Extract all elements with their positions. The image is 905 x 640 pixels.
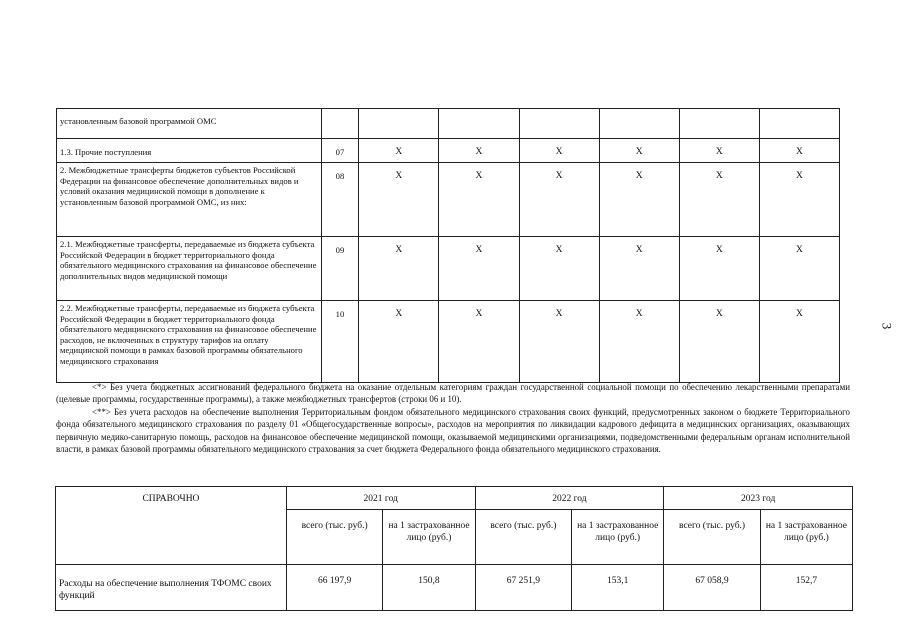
- footnotes: [56, 381, 850, 455]
- table-cell: X: [599, 139, 679, 163]
- row-label: Расходы на обеспечение выполнения ТФОМС своих функций: [56, 565, 287, 611]
- table-cell: X: [359, 301, 439, 383]
- row-code: 10: [321, 301, 359, 383]
- subheader-per-person: на 1 застрахованное лицо (руб.): [383, 510, 475, 565]
- table-cell: [759, 109, 839, 139]
- row-description: установленным базовой программой ОМС: [57, 109, 322, 139]
- row-code: [321, 109, 359, 139]
- main-table: [56, 108, 840, 383]
- table-cell: X: [759, 139, 839, 163]
- table-cell: [599, 109, 679, 139]
- table-cell: X: [359, 163, 439, 237]
- row-code: 07: [321, 139, 359, 163]
- table-cell: X: [519, 139, 599, 163]
- table-cell: X: [679, 301, 759, 383]
- year-header: 2021 год: [286, 487, 475, 510]
- footnote-2: <**> Без учета расходов на обеспечение выполнения Территориальным фондом обязательного медицинского страхования своих функций, предусмотренных законом о бюджете Территориального фонда обязательного медицинского страхования по разделу 01 «Общегосударственные вопросы», расходов на мероприятия по ликвидации кадрового дефицита в медицинских организациях, оказывающих первичную медико-санитарную помощь, расходов на финансовое обеспечение медицинской помощи, оказываемой медицинскими организациями, подведомственными федеральным органам исполнительной власти, в рамках базовой программы обязательного медицинского страхования за счет бюджета Федерального фонда обязательного медицинского страхования.: [56, 406, 850, 455]
- subheader-per-person: на 1 застрахованное лицо (руб.): [572, 510, 664, 565]
- table-cell: X: [679, 139, 759, 163]
- value-cell: 67 251,9: [475, 565, 572, 611]
- table-cell: X: [519, 301, 599, 383]
- table-cell: X: [759, 163, 839, 237]
- subheader-per-person: на 1 застрахованное лицо (руб.): [760, 510, 852, 565]
- table-row: [57, 109, 840, 139]
- table-cell: X: [439, 139, 519, 163]
- table-cell: X: [439, 301, 519, 383]
- year-header: 2022 год: [475, 487, 664, 510]
- table-cell: X: [599, 163, 679, 237]
- value-cell: 153,1: [572, 565, 664, 611]
- table-row: [57, 237, 840, 301]
- table-cell: X: [359, 237, 439, 301]
- table-row: [57, 301, 840, 383]
- row-description: 2.1. Межбюджетные трансферты, передаваемые из бюджета субъекта Российской Федерации в бюджет территориального фонда обязательного медицинского страхования на финансовое обеспечение дополнительных видов медицинской помощи: [57, 237, 322, 301]
- footnote-1: <*> Без учета бюджетных ассигнований федерального бюджета на оказание отдельным категориям граждан государственной социальной помощи по обеспечению лекарственными препаратами (целевые программы, государственные программы), а также межбюджетных трансфертов (строки 06 и 10).: [56, 382, 850, 405]
- table-cell: X: [679, 163, 759, 237]
- reference-header: СПРАВОЧНО: [56, 487, 287, 565]
- value-cell: 67 058,9: [664, 565, 761, 611]
- table-cell: [519, 109, 599, 139]
- value-cell: 66 197,9: [286, 565, 383, 611]
- page-number: 3: [879, 322, 895, 330]
- subheader-total: всего (тыс. руб.): [475, 510, 572, 565]
- row-code: 09: [321, 237, 359, 301]
- table-cell: [439, 109, 519, 139]
- table-cell: X: [599, 237, 679, 301]
- row-description: 2.2. Межбюджетные трансферты, передаваемые из бюджета субъекта Российской Федерации в бюджет территориального фонда обязательного медицинского страхования на финансовое обеспечение расходов, не включенных в структуру тарифов на оплату медицинской помощи в рамках базовой программы обязательного медицинского страхования: [57, 301, 322, 383]
- value-cell: 150,8: [383, 565, 475, 611]
- table-cell: X: [759, 237, 839, 301]
- year-header: 2023 год: [664, 487, 853, 510]
- row-code: 08: [321, 163, 359, 237]
- table-cell: X: [359, 139, 439, 163]
- table-cell: X: [439, 237, 519, 301]
- table-cell: X: [519, 237, 599, 301]
- table-cell: X: [519, 163, 599, 237]
- reference-table: [55, 486, 853, 611]
- value-cell: 152,7: [760, 565, 852, 611]
- table-row: [57, 139, 840, 163]
- row-description: 2. Межбюджетные трансферты бюджетов субъектов Российской Федерации на финансовое обеспечение дополнительных видов и условий оказания медицинской помощи в дополнение к установленным базовой программой ОМС, из них:: [57, 163, 322, 237]
- subheader-total: всего (тыс. руб.): [664, 510, 761, 565]
- row-description: 1.3. Прочие поступления: [57, 139, 322, 163]
- table-cell: X: [759, 301, 839, 383]
- table-cell: [359, 109, 439, 139]
- table-cell: X: [679, 237, 759, 301]
- table-cell: X: [439, 163, 519, 237]
- table-cell: [679, 109, 759, 139]
- table-cell: X: [599, 301, 679, 383]
- table-row: [57, 163, 840, 237]
- subheader-total: всего (тыс. руб.): [286, 510, 383, 565]
